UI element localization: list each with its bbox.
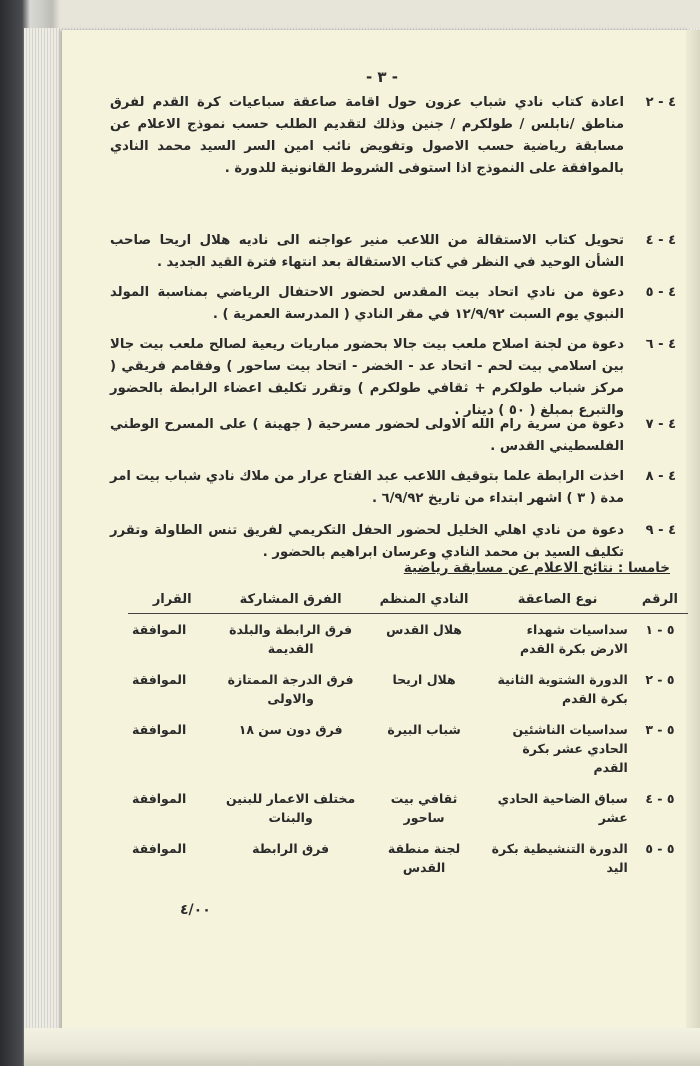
table-row (128, 714, 688, 783)
item-text: دعوة من نادي اتحاد بيت المقدس لحضور الاحتفال الرياضي بمناسبة المولد النبوي يوم السبت ١٢/٩/٩٢ في مقر النادي ( المدرسة العمرية ) . (110, 285, 624, 322)
item-text: تحويل كتاب الاستقالة من اللاعب منير عواجنه الى ناديه هلال اريحا صاحب الشأن الوحيد في النظر في كتاب الاستقالة بعد انتهاء فترة القيد الجديد . (110, 233, 624, 270)
row-type: الدورة التنشيطية بكرة اليد (491, 841, 628, 875)
row-teams: فرق الرابطة (252, 841, 330, 856)
row-number: ٥ - ٣ (645, 722, 675, 737)
item-text: اعادة كتاب نادي شباب عزون حول اقامة صاعقة سباعيات كرة القدم لفرق مناطق /نابلس / طولكرم / جنين وذلك لتقديم الطلب حسب نموذج الاعلام عن مسابقة رياضية حسب الاصول وتفويض نائب امين السر السيد محمد النادي بالموافقة على النموذج اذا استوفى الشروط القانونية للدورة . (110, 95, 624, 176)
table-row (128, 614, 688, 665)
item-number: ٤ - ٤ (645, 233, 676, 248)
table-row (128, 833, 688, 883)
item-text: اخذت الرابطة علما بتوقيف اللاعب عبد الفتاح عرار من ملاك نادي شباب بيت امر مدة ( ٣ ) اشهر ابتداء من تاريخ ٦/٩/٩٢ . (110, 469, 624, 506)
row-type: سداسيات شهداء الارض بكرة القدم (520, 622, 628, 656)
document-content (62, 30, 690, 1038)
row-decision: الموافقة (132, 791, 187, 806)
row-type: سداسيات الناشئين الحادي عشر بكرة القدم (512, 722, 628, 775)
item-number: ٤ - ٧ (645, 417, 676, 432)
table-header-row (128, 588, 688, 614)
row-club: هلال اريحا (392, 672, 456, 687)
agenda-item (110, 466, 676, 510)
header-type: نوع الصاعقة (483, 588, 632, 614)
section-title: خامسا : نتائج الاعلام عن مسابقة رياضية (403, 560, 670, 576)
row-number: ٥ - ١ (645, 622, 675, 637)
item-number: ٤ - ٨ (645, 469, 676, 484)
table-row (128, 783, 688, 833)
results-table (128, 588, 688, 883)
row-club: شباب البيرة (387, 722, 461, 737)
item-text: دعوة من نادي اهلي الخليل لحضور الحفل التكريمي لفريق تنس الطاولة وتقرر تكليف السيد بن محمد النادي وعرسان ابراهيم بالحضور . (110, 523, 624, 560)
row-club: ثقافي بيت ساحور (390, 791, 458, 825)
agenda-item (110, 92, 676, 180)
agenda-item (110, 230, 676, 274)
page-number: - ٣ - (365, 68, 399, 86)
footer-page-marker: ٤/٠٠ (180, 902, 211, 918)
header-teams: الفرق المشاركة (216, 588, 365, 614)
row-number: ٥ - ٤ (645, 791, 675, 806)
row-type: سباق الضاحية الحادي عشر (497, 791, 628, 825)
row-teams: مختلف الاعمار للبنين والبنات (225, 791, 356, 825)
row-club: هلال القدس (386, 622, 462, 637)
row-club: لجنة منطقة القدس (387, 841, 461, 875)
item-number: ٤ - ٥ (645, 285, 676, 300)
table-row (128, 664, 688, 714)
row-number: ٥ - ٢ (645, 672, 675, 687)
row-decision: الموافقة (132, 841, 187, 856)
row-decision: الموافقة (132, 672, 187, 687)
row-teams: فرق الرابطة والبلدة القديمة (229, 622, 353, 656)
row-number: ٥ - ٥ (645, 841, 675, 856)
row-teams: فرق الدرجة الممتازة والاولى (227, 672, 354, 706)
row-decision: الموافقة (132, 622, 187, 637)
agenda-item (110, 334, 676, 422)
agenda-item (110, 414, 676, 458)
item-text: دعوة من سرية رام الله الاولى لحضور مسرحية ( جهينة ) على المسرح الوطني الفلسطيني القدس . (110, 417, 624, 454)
item-text: دعوة من لجنة اصلاح ملعب بيت جالا بحضور مباريات ريعية لصالح ملعب بيت جالا بين اسلامي بيت لحم - اتحاد عد - الخضر - اتحاد بيت ساحور ) وفقامم فريقي ( مركز شباب طولكرم + ثقافي طولكرم ) وتقرر تكليف اعضاء الرابطة بالحضور والتبرع بمبلغ ( ٥٠ ) دينار . (110, 337, 624, 418)
item-number: ٤ - ٩ (645, 523, 676, 538)
agenda-item (110, 282, 676, 326)
header-number: الرقم (632, 588, 688, 614)
item-number: ٤ - ٦ (645, 337, 676, 352)
header-club: النادي المنظم (365, 588, 483, 614)
header-decision: القرار (128, 588, 216, 614)
row-decision: الموافقة (132, 722, 187, 737)
item-number: ٤ - ٢ (645, 95, 676, 110)
row-teams: فرق دون سن ١٨ (238, 722, 343, 737)
agenda-item (110, 520, 676, 564)
row-type: الدورة الشتوية الثانية بكرة القدم (497, 672, 628, 706)
